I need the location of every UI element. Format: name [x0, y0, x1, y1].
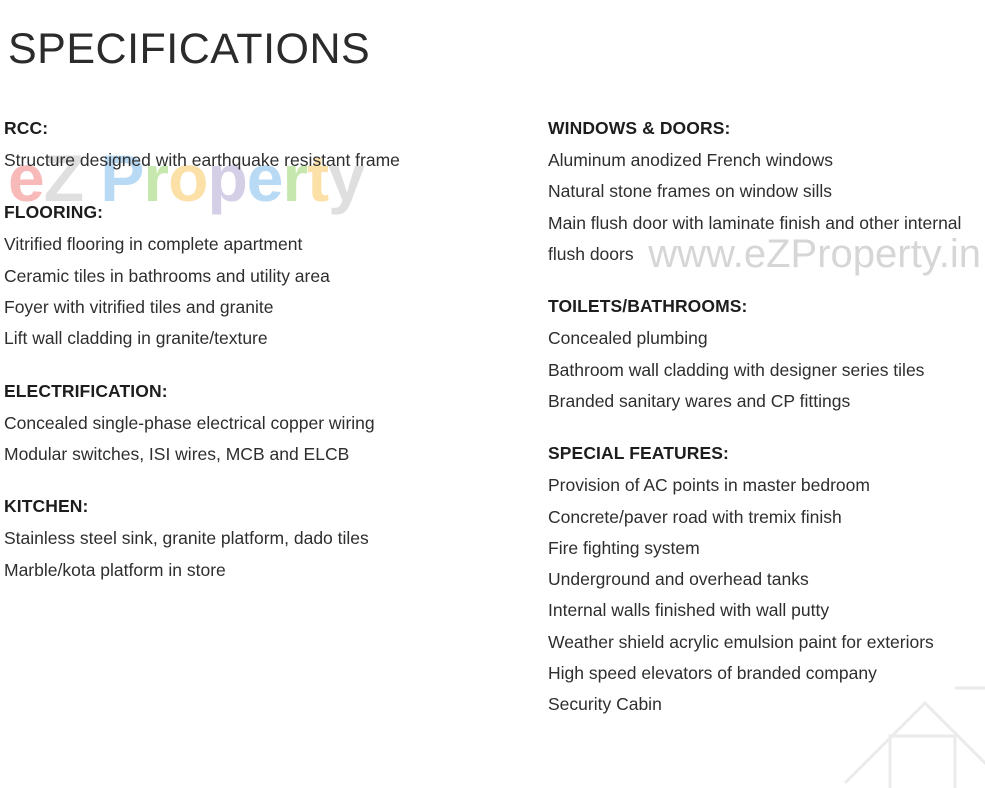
spec-item: Vitrified flooring in complete apartment: [4, 234, 303, 255]
spec-section-electrification: [4, 381, 520, 471]
spec-item: Fire fighting system: [548, 537, 700, 558]
specifications-column-left: [0, 118, 520, 721]
spec-section-heading: TOILETS/BATHROOMS:: [548, 296, 748, 317]
spec-section-windows-doors: [548, 118, 985, 270]
spec-item: High speed elevators of branded company: [548, 663, 877, 684]
spec-section-heading: ELECTRIFICATION:: [4, 380, 168, 401]
spec-section-flooring: [4, 202, 520, 354]
spec-section-rcc: [4, 118, 520, 176]
spec-item: Underground and overhead tanks: [548, 569, 809, 590]
spec-item: Ceramic tiles in bathrooms and utility area: [4, 265, 330, 286]
specifications-columns: [0, 118, 985, 721]
spec-section-kitchen: [4, 496, 520, 586]
spec-item: Stainless steel sink, granite platform, dado tiles: [4, 528, 369, 549]
spec-item: Structure designed with earthquake resistant frame: [4, 150, 400, 170]
spec-item: Branded sanitary wares and CP fittings: [548, 390, 851, 411]
spec-item: Weather shield acrylic emulsion paint for exteriors: [548, 631, 934, 652]
spec-item: Aluminum anodized French windows: [548, 150, 833, 170]
spec-item: Marble/kota platform in store: [4, 559, 226, 580]
spec-section-heading: RCC:: [4, 118, 49, 138]
spec-item: Modular switches, ISI wires, MCB and ELCB: [4, 443, 350, 464]
spec-section-heading: SPECIAL FEATURES:: [548, 443, 729, 464]
spec-section-heading: FLOORING:: [4, 202, 104, 223]
spec-item: Internal walls finished with wall putty: [548, 600, 830, 621]
page-title: SPECIFICATIONS: [8, 24, 371, 73]
ez-property-watermark-url: www.eZProperty.in: [648, 232, 981, 276]
spec-section-special-features: [548, 443, 985, 721]
spec-item: Main flush door with laminate finish and other internal flush doors: [548, 212, 962, 264]
spec-item: Provision of AC points in master bedroom: [548, 475, 870, 496]
spec-section-heading: KITCHEN:: [4, 496, 89, 517]
spec-section-heading: WINDOWS & DOORS:: [548, 118, 731, 138]
spec-item: Security Cabin: [548, 694, 662, 715]
spec-item: Concealed plumbing: [548, 328, 708, 349]
spec-item: Natural stone frames on window sills: [548, 181, 833, 202]
spec-item: Concealed single-phase electrical copper wiring: [4, 412, 375, 433]
spec-item: Foyer with vitrified tiles and granite: [4, 296, 274, 317]
spec-item: Concrete/paver road with tremix finish: [548, 506, 842, 527]
spec-section-toilets-bathrooms: [548, 296, 985, 417]
ez-property-watermark-logo: eZ Property: [8, 141, 364, 215]
specifications-column-right: [520, 118, 985, 721]
spec-item: Bathroom wall cladding with designer series tiles: [548, 359, 925, 380]
spec-item: Lift wall cladding in granite/texture: [4, 328, 268, 349]
